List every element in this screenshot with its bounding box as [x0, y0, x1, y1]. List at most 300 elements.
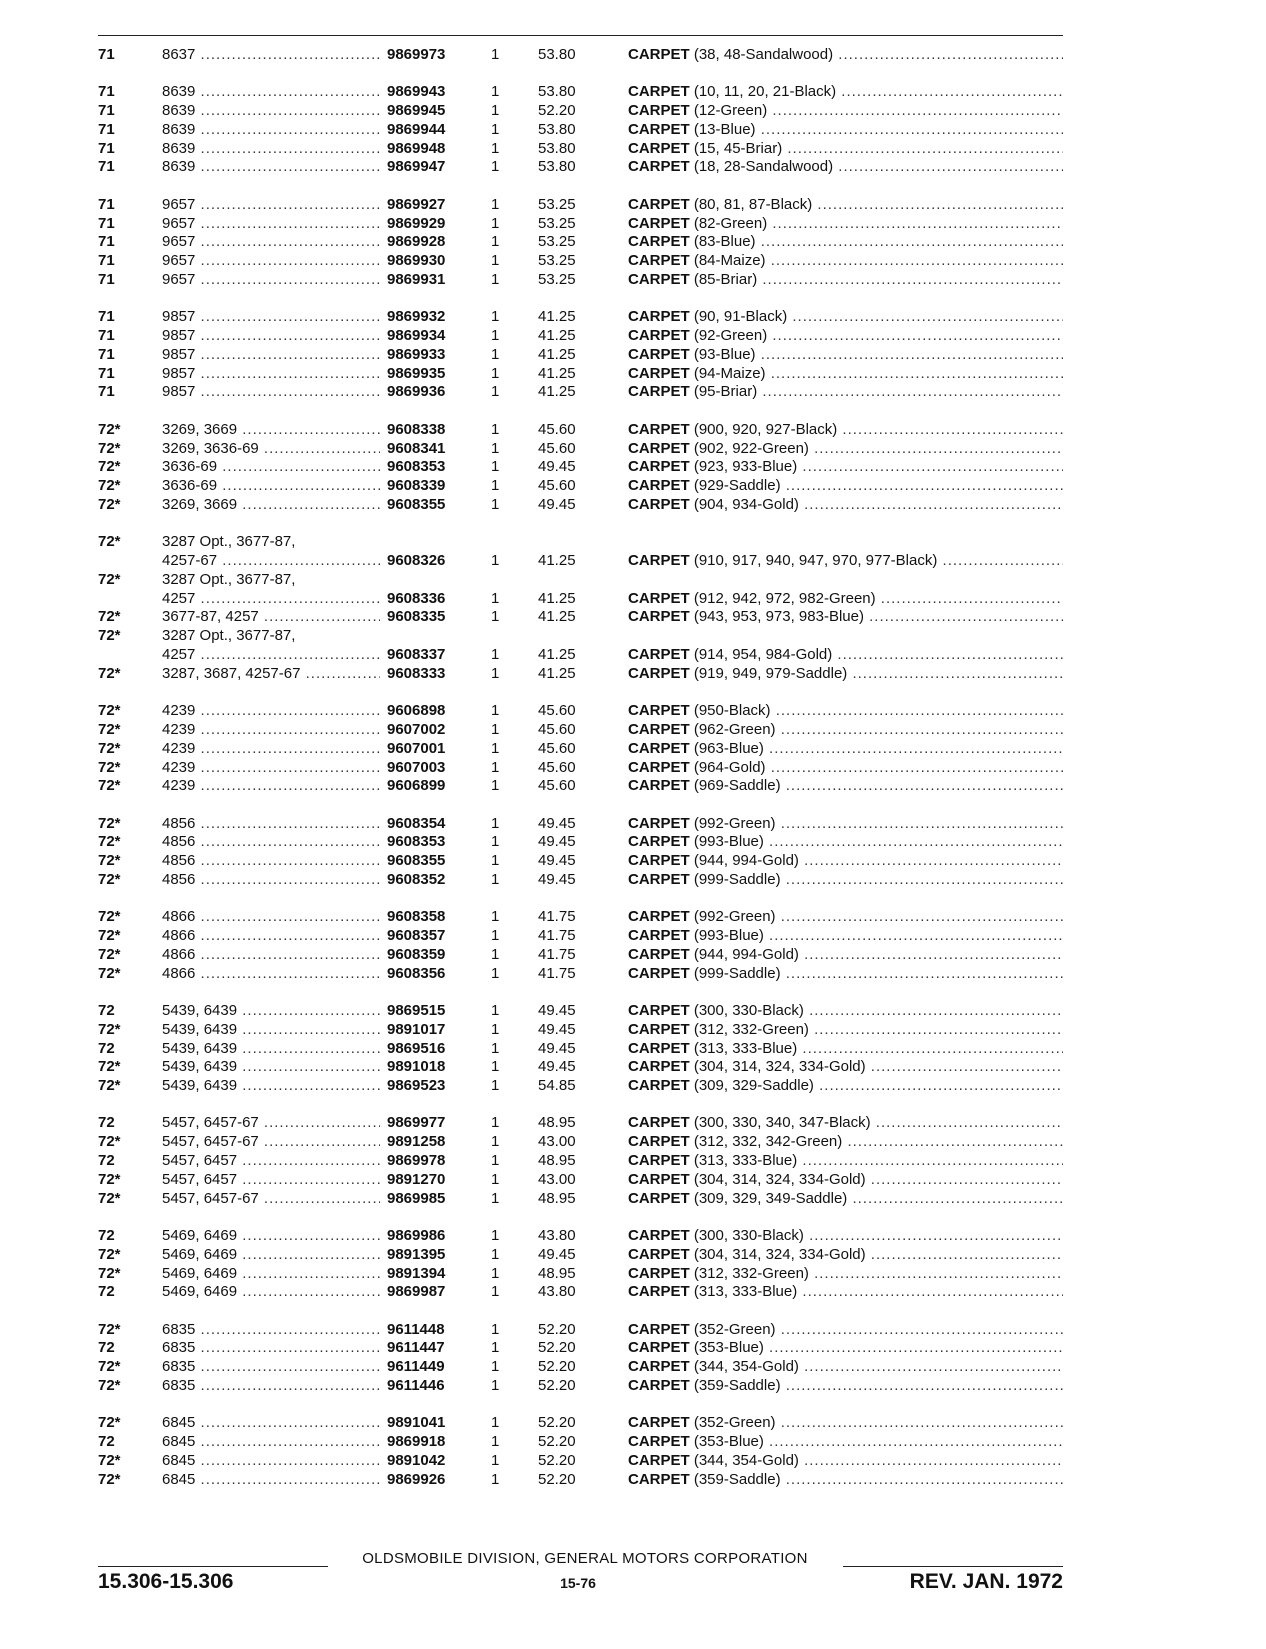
body-model-text: 5439, 6439	[162, 1039, 238, 1057]
body-model	[162, 1021, 380, 1040]
quantity-text: 1	[491, 439, 500, 457]
part-number	[387, 702, 483, 721]
part-name: CARPET	[628, 327, 690, 345]
part-name: CARPET	[628, 1283, 690, 1301]
list-price	[538, 1114, 598, 1133]
model-year-text: 72	[98, 1283, 115, 1301]
list-price	[538, 1227, 598, 1246]
model-year-text: 71	[98, 327, 115, 345]
quantity-text: 1	[491, 158, 500, 176]
part-row	[98, 158, 1063, 177]
body-model	[162, 1171, 380, 1190]
part-row	[98, 102, 1063, 121]
body-model-text: 3269, 3669	[162, 495, 238, 513]
body-model-text: 4856	[162, 852, 196, 870]
body-model-text: 9657	[162, 252, 196, 270]
model-year-text: 71	[98, 308, 115, 326]
body-model	[162, 1321, 380, 1340]
quantity	[491, 346, 511, 365]
part-name: CARPET	[628, 777, 690, 795]
list-price-text: 49.45	[538, 1001, 576, 1019]
part-name: CARPET	[628, 1451, 690, 1469]
body-model-text: 5469, 6469	[162, 1245, 238, 1263]
body-model-text: 5469, 6469	[162, 1264, 238, 1282]
list-price-text: 52.20	[538, 1339, 576, 1357]
parts-group	[98, 1114, 1063, 1208]
quantity-text: 1	[491, 364, 500, 382]
body-model-text: 8639	[162, 158, 196, 176]
part-name: CARPET	[628, 833, 690, 851]
list-price-text: 41.75	[538, 964, 576, 982]
part-number-text: 9869935	[387, 364, 446, 382]
part-row	[98, 1265, 1063, 1284]
list-price-text: 53.25	[538, 270, 576, 288]
list-price	[538, 1040, 598, 1059]
list-price	[538, 665, 598, 684]
part-name: CARPET	[628, 477, 690, 495]
trim-detail: (15, 45-Briar)	[693, 139, 783, 157]
list-price	[538, 1002, 598, 1021]
part-name: CARPET	[628, 1433, 690, 1451]
part-number	[387, 1152, 483, 1171]
body-model-text: 9857	[162, 308, 196, 326]
part-number-text: 9869985	[387, 1189, 446, 1207]
list-price-text: 49.45	[538, 458, 576, 476]
part-number-text: 9869947	[387, 158, 446, 176]
model-year	[98, 1452, 153, 1471]
quantity-text: 1	[491, 589, 500, 607]
part-number-text: 9869973	[387, 46, 446, 63]
model-year	[98, 1246, 153, 1265]
list-price-text: 43.00	[538, 1170, 576, 1188]
body-model	[162, 702, 380, 721]
model-year-text: 72*	[98, 702, 121, 720]
quantity	[491, 740, 511, 759]
body-model-text: 9657	[162, 214, 196, 232]
part-row	[98, 759, 1063, 778]
list-price	[538, 1283, 598, 1302]
part-name: CARPET	[628, 702, 690, 720]
part-number-text: 9607001	[387, 739, 446, 757]
trim-detail: (950-Black)	[693, 702, 771, 720]
part-description	[628, 1414, 1063, 1433]
part-number	[387, 1283, 483, 1302]
body-model-text: 8639	[162, 102, 196, 120]
parts-group	[98, 1002, 1063, 1096]
list-price-text: 52.20	[538, 1358, 576, 1376]
quantity	[491, 158, 511, 177]
body-model	[162, 927, 380, 946]
body-model	[162, 1452, 380, 1471]
part-number	[387, 1246, 483, 1265]
model-year	[98, 571, 153, 590]
part-row	[98, 271, 1063, 290]
quantity	[491, 665, 511, 684]
model-year	[98, 1433, 153, 1452]
part-number	[387, 1339, 483, 1358]
part-row	[98, 1452, 1063, 1471]
trim-detail: (914, 954, 984-Gold)	[693, 646, 833, 664]
model-year	[98, 421, 153, 440]
part-row	[98, 1058, 1063, 1077]
part-name: CARPET	[628, 252, 690, 270]
list-price	[538, 1021, 598, 1040]
parts-group	[98, 1321, 1063, 1396]
list-price-text: 45.60	[538, 720, 576, 738]
model-year	[98, 927, 153, 946]
model-year-text: 72*	[98, 720, 121, 738]
trim-detail: (312, 332-Green)	[693, 1264, 809, 1282]
part-name: CARPET	[628, 139, 690, 157]
trim-detail: (312, 332-Green)	[693, 1020, 809, 1038]
quantity-text: 1	[491, 664, 500, 682]
body-model	[162, 1077, 380, 1096]
part-description	[628, 158, 1063, 177]
part-number	[387, 308, 483, 327]
part-name: CARPET	[628, 1320, 690, 1338]
section-number: 15.306-15.306	[98, 1570, 234, 1593]
part-number	[387, 721, 483, 740]
part-name: CARPET	[628, 1058, 690, 1076]
model-year-text: 72*	[98, 814, 121, 832]
list-price	[538, 1471, 598, 1490]
model-year	[98, 1190, 153, 1209]
model-year-text: 72*	[98, 533, 121, 551]
part-name: CARPET	[628, 852, 690, 870]
quantity	[491, 140, 511, 159]
list-price-text: 53.25	[538, 195, 576, 213]
part-description	[628, 252, 1063, 271]
part-description	[628, 1283, 1063, 1302]
list-price	[538, 1321, 598, 1340]
quantity-text: 1	[491, 1451, 500, 1469]
part-number	[387, 965, 483, 984]
list-price	[538, 646, 598, 665]
body-model-text: 6845	[162, 1470, 196, 1488]
quantity-text: 1	[491, 233, 500, 251]
list-price-text: 45.60	[538, 439, 576, 457]
list-price	[538, 740, 598, 759]
body-model	[162, 1471, 380, 1490]
model-year-text: 72*	[98, 1320, 121, 1338]
trim-detail: (944, 994-Gold)	[693, 852, 799, 870]
part-name: CARPET	[628, 1470, 690, 1488]
model-year-text: 72*	[98, 964, 121, 982]
model-year-text: 72*	[98, 458, 121, 476]
trim-detail: (84-Maize)	[693, 252, 766, 270]
part-description	[628, 946, 1063, 965]
list-price	[538, 215, 598, 234]
quantity-text: 1	[491, 1264, 500, 1282]
list-price	[538, 852, 598, 871]
part-row	[98, 121, 1063, 140]
part-name: CARPET	[628, 1133, 690, 1151]
quantity	[491, 1133, 511, 1152]
body-model	[162, 1133, 380, 1152]
list-price-text: 41.25	[538, 308, 576, 326]
list-price	[538, 308, 598, 327]
model-year	[98, 440, 153, 459]
model-year	[98, 140, 153, 159]
footer-rule-left	[98, 1566, 328, 1567]
part-number-text: 9608341	[387, 439, 446, 457]
list-price	[538, 102, 598, 121]
body-model	[162, 1152, 380, 1171]
part-row	[98, 440, 1063, 459]
part-description	[628, 1377, 1063, 1396]
body-model	[162, 1339, 380, 1358]
trim-detail: (304, 314, 324, 334-Gold)	[693, 1245, 866, 1263]
body-model-text: 5457, 6457-67	[162, 1114, 259, 1132]
division-line	[98, 1550, 1063, 1568]
trim-detail: (83-Blue)	[693, 233, 756, 251]
quantity	[491, 927, 511, 946]
quantity	[491, 702, 511, 721]
body-model	[162, 1227, 380, 1246]
model-year-text: 72*	[98, 1058, 121, 1076]
model-year	[98, 1265, 153, 1284]
part-row	[98, 83, 1063, 102]
parts-group	[98, 46, 1063, 65]
list-price-text: 48.95	[538, 1152, 576, 1170]
part-description	[628, 327, 1063, 346]
list-price-text: 41.25	[538, 383, 576, 401]
list-price-text: 43.80	[538, 1283, 576, 1301]
list-price	[538, 721, 598, 740]
quantity	[491, 908, 511, 927]
list-price-text: 53.80	[538, 46, 576, 63]
part-row	[98, 140, 1063, 159]
model-year-text: 72	[98, 1433, 115, 1451]
parts-group	[98, 702, 1063, 796]
part-row	[98, 533, 1063, 552]
list-price-text: 52.20	[538, 1470, 576, 1488]
body-model-text: 4866	[162, 927, 196, 945]
list-price	[538, 1414, 598, 1433]
part-description	[628, 871, 1063, 890]
list-price-text: 45.60	[538, 477, 576, 495]
list-price-text: 53.80	[538, 120, 576, 138]
list-price-text: 41.75	[538, 908, 576, 926]
list-price-text: 48.95	[538, 1264, 576, 1282]
list-price	[538, 1171, 598, 1190]
list-price	[538, 1077, 598, 1096]
part-row	[98, 871, 1063, 890]
quantity-text: 1	[491, 139, 500, 157]
part-name: CARPET	[628, 233, 690, 251]
model-year-text: 72*	[98, 945, 121, 963]
model-year-text: 71	[98, 120, 115, 138]
quantity	[491, 1171, 511, 1190]
body-model-text: 6835	[162, 1358, 196, 1376]
part-name: CARPET	[628, 1152, 690, 1170]
parts-group	[98, 196, 1063, 290]
part-number	[387, 327, 483, 346]
part-number	[387, 496, 483, 515]
model-year	[98, 1358, 153, 1377]
list-price-text: 43.80	[538, 1226, 576, 1244]
body-model-text: 5457, 6457	[162, 1152, 238, 1170]
part-description	[628, 383, 1063, 402]
part-number	[387, 196, 483, 215]
part-description	[628, 965, 1063, 984]
body-model-text: 9857	[162, 345, 196, 363]
trim-detail: (80, 81, 87-Black)	[693, 195, 813, 213]
parts-group	[98, 308, 1063, 402]
part-name: CARPET	[628, 814, 690, 832]
quantity-text: 1	[491, 927, 500, 945]
part-row	[98, 1077, 1063, 1096]
part-name: CARPET	[628, 1039, 690, 1057]
part-description	[628, 552, 1063, 571]
trim-detail: (963-Blue)	[693, 739, 764, 757]
list-price	[538, 140, 598, 159]
quantity	[491, 421, 511, 440]
model-year	[98, 1152, 153, 1171]
part-name: CARPET	[628, 927, 690, 945]
trim-detail: (352-Green)	[693, 1414, 776, 1432]
revision-date: REV. JAN. 1972	[909, 1570, 1063, 1593]
model-year	[98, 1058, 153, 1077]
body-model-text: 4257-67	[162, 552, 218, 570]
body-model	[162, 327, 380, 346]
part-number	[387, 383, 483, 402]
body-model	[162, 627, 380, 646]
part-row	[98, 196, 1063, 215]
part-number	[387, 646, 483, 665]
part-number-text: 9869927	[387, 195, 446, 213]
list-price-text: 52.20	[538, 1433, 576, 1451]
part-description	[628, 1171, 1063, 1190]
model-year-text: 72*	[98, 608, 121, 626]
model-year	[98, 496, 153, 515]
list-price	[538, 365, 598, 384]
model-year	[98, 1133, 153, 1152]
trim-detail: (313, 333-Blue)	[693, 1152, 798, 1170]
part-number	[387, 1040, 483, 1059]
list-price	[538, 946, 598, 965]
list-price-text: 52.20	[538, 1451, 576, 1469]
quantity	[491, 271, 511, 290]
model-year-text: 72*	[98, 1245, 121, 1263]
quantity	[491, 1077, 511, 1096]
part-number	[387, 1452, 483, 1471]
part-number	[387, 102, 483, 121]
part-number-text: 9608359	[387, 945, 446, 963]
body-model	[162, 83, 380, 102]
trim-detail: (353-Blue)	[693, 1339, 764, 1357]
part-row	[98, 252, 1063, 271]
part-number-text: 9891258	[387, 1133, 446, 1151]
part-description	[628, 140, 1063, 159]
model-year	[98, 627, 153, 646]
part-number	[387, 158, 483, 177]
list-price	[538, 1433, 598, 1452]
part-description	[628, 1246, 1063, 1265]
part-name: CARPET	[628, 345, 690, 363]
trim-detail: (93-Blue)	[693, 345, 756, 363]
trim-detail: (300, 330-Black)	[693, 1226, 804, 1244]
model-year	[98, 759, 153, 778]
list-price-text: 53.25	[538, 233, 576, 251]
page-number: 15-76	[560, 1575, 596, 1591]
quantity	[491, 1152, 511, 1171]
part-description	[628, 721, 1063, 740]
part-row	[98, 1133, 1063, 1152]
quantity	[491, 1358, 511, 1377]
part-number	[387, 1358, 483, 1377]
part-number	[387, 777, 483, 796]
model-year	[98, 346, 153, 365]
part-description	[628, 1133, 1063, 1152]
part-number-text: 9869918	[387, 1433, 446, 1451]
quantity-text: 1	[491, 458, 500, 476]
part-description	[628, 365, 1063, 384]
part-number-text: 9869523	[387, 1077, 446, 1095]
quantity	[491, 1114, 511, 1133]
list-price-text: 45.60	[538, 420, 576, 438]
quantity	[491, 233, 511, 252]
quantity	[491, 327, 511, 346]
body-model	[162, 196, 380, 215]
part-number	[387, 458, 483, 477]
part-row	[98, 608, 1063, 627]
part-number	[387, 759, 483, 778]
quantity-text: 1	[491, 1339, 500, 1357]
part-number	[387, 1077, 483, 1096]
quantity-text: 1	[491, 702, 500, 720]
part-number-text: 9869978	[387, 1152, 446, 1170]
part-row	[98, 571, 1063, 590]
quantity-text: 1	[491, 1226, 500, 1244]
body-model-text: 4257	[162, 589, 196, 607]
body-model-text: 3636-69	[162, 458, 218, 476]
quantity-text: 1	[491, 964, 500, 982]
list-price	[538, 871, 598, 890]
model-year	[98, 1377, 153, 1396]
part-number-text: 9869943	[387, 83, 446, 101]
part-description	[628, 590, 1063, 609]
quantity-text: 1	[491, 83, 500, 101]
part-row	[98, 927, 1063, 946]
list-price	[538, 383, 598, 402]
part-number	[387, 346, 483, 365]
model-year	[98, 308, 153, 327]
part-description	[628, 477, 1063, 496]
list-price	[538, 833, 598, 852]
quantity-text: 1	[491, 1320, 500, 1338]
body-model	[162, 908, 380, 927]
part-number-text: 9608336	[387, 589, 446, 607]
part-number-text: 9869945	[387, 102, 446, 120]
quantity	[491, 1227, 511, 1246]
part-number	[387, 665, 483, 684]
part-number-text: 9869930	[387, 252, 446, 270]
list-price-text: 48.95	[538, 1189, 576, 1207]
model-year	[98, 365, 153, 384]
body-model-text: 4239	[162, 777, 196, 795]
trim-detail: (304, 314, 324, 334-Gold)	[693, 1058, 866, 1076]
quantity	[491, 1471, 511, 1490]
body-model	[162, 590, 380, 609]
quantity-text: 1	[491, 945, 500, 963]
part-row	[98, 665, 1063, 684]
list-price-text: 45.60	[538, 702, 576, 720]
body-model-text: 5439, 6439	[162, 1058, 238, 1076]
parts-group	[98, 1414, 1063, 1489]
trim-detail: (82-Green)	[693, 214, 768, 232]
part-description	[628, 346, 1063, 365]
